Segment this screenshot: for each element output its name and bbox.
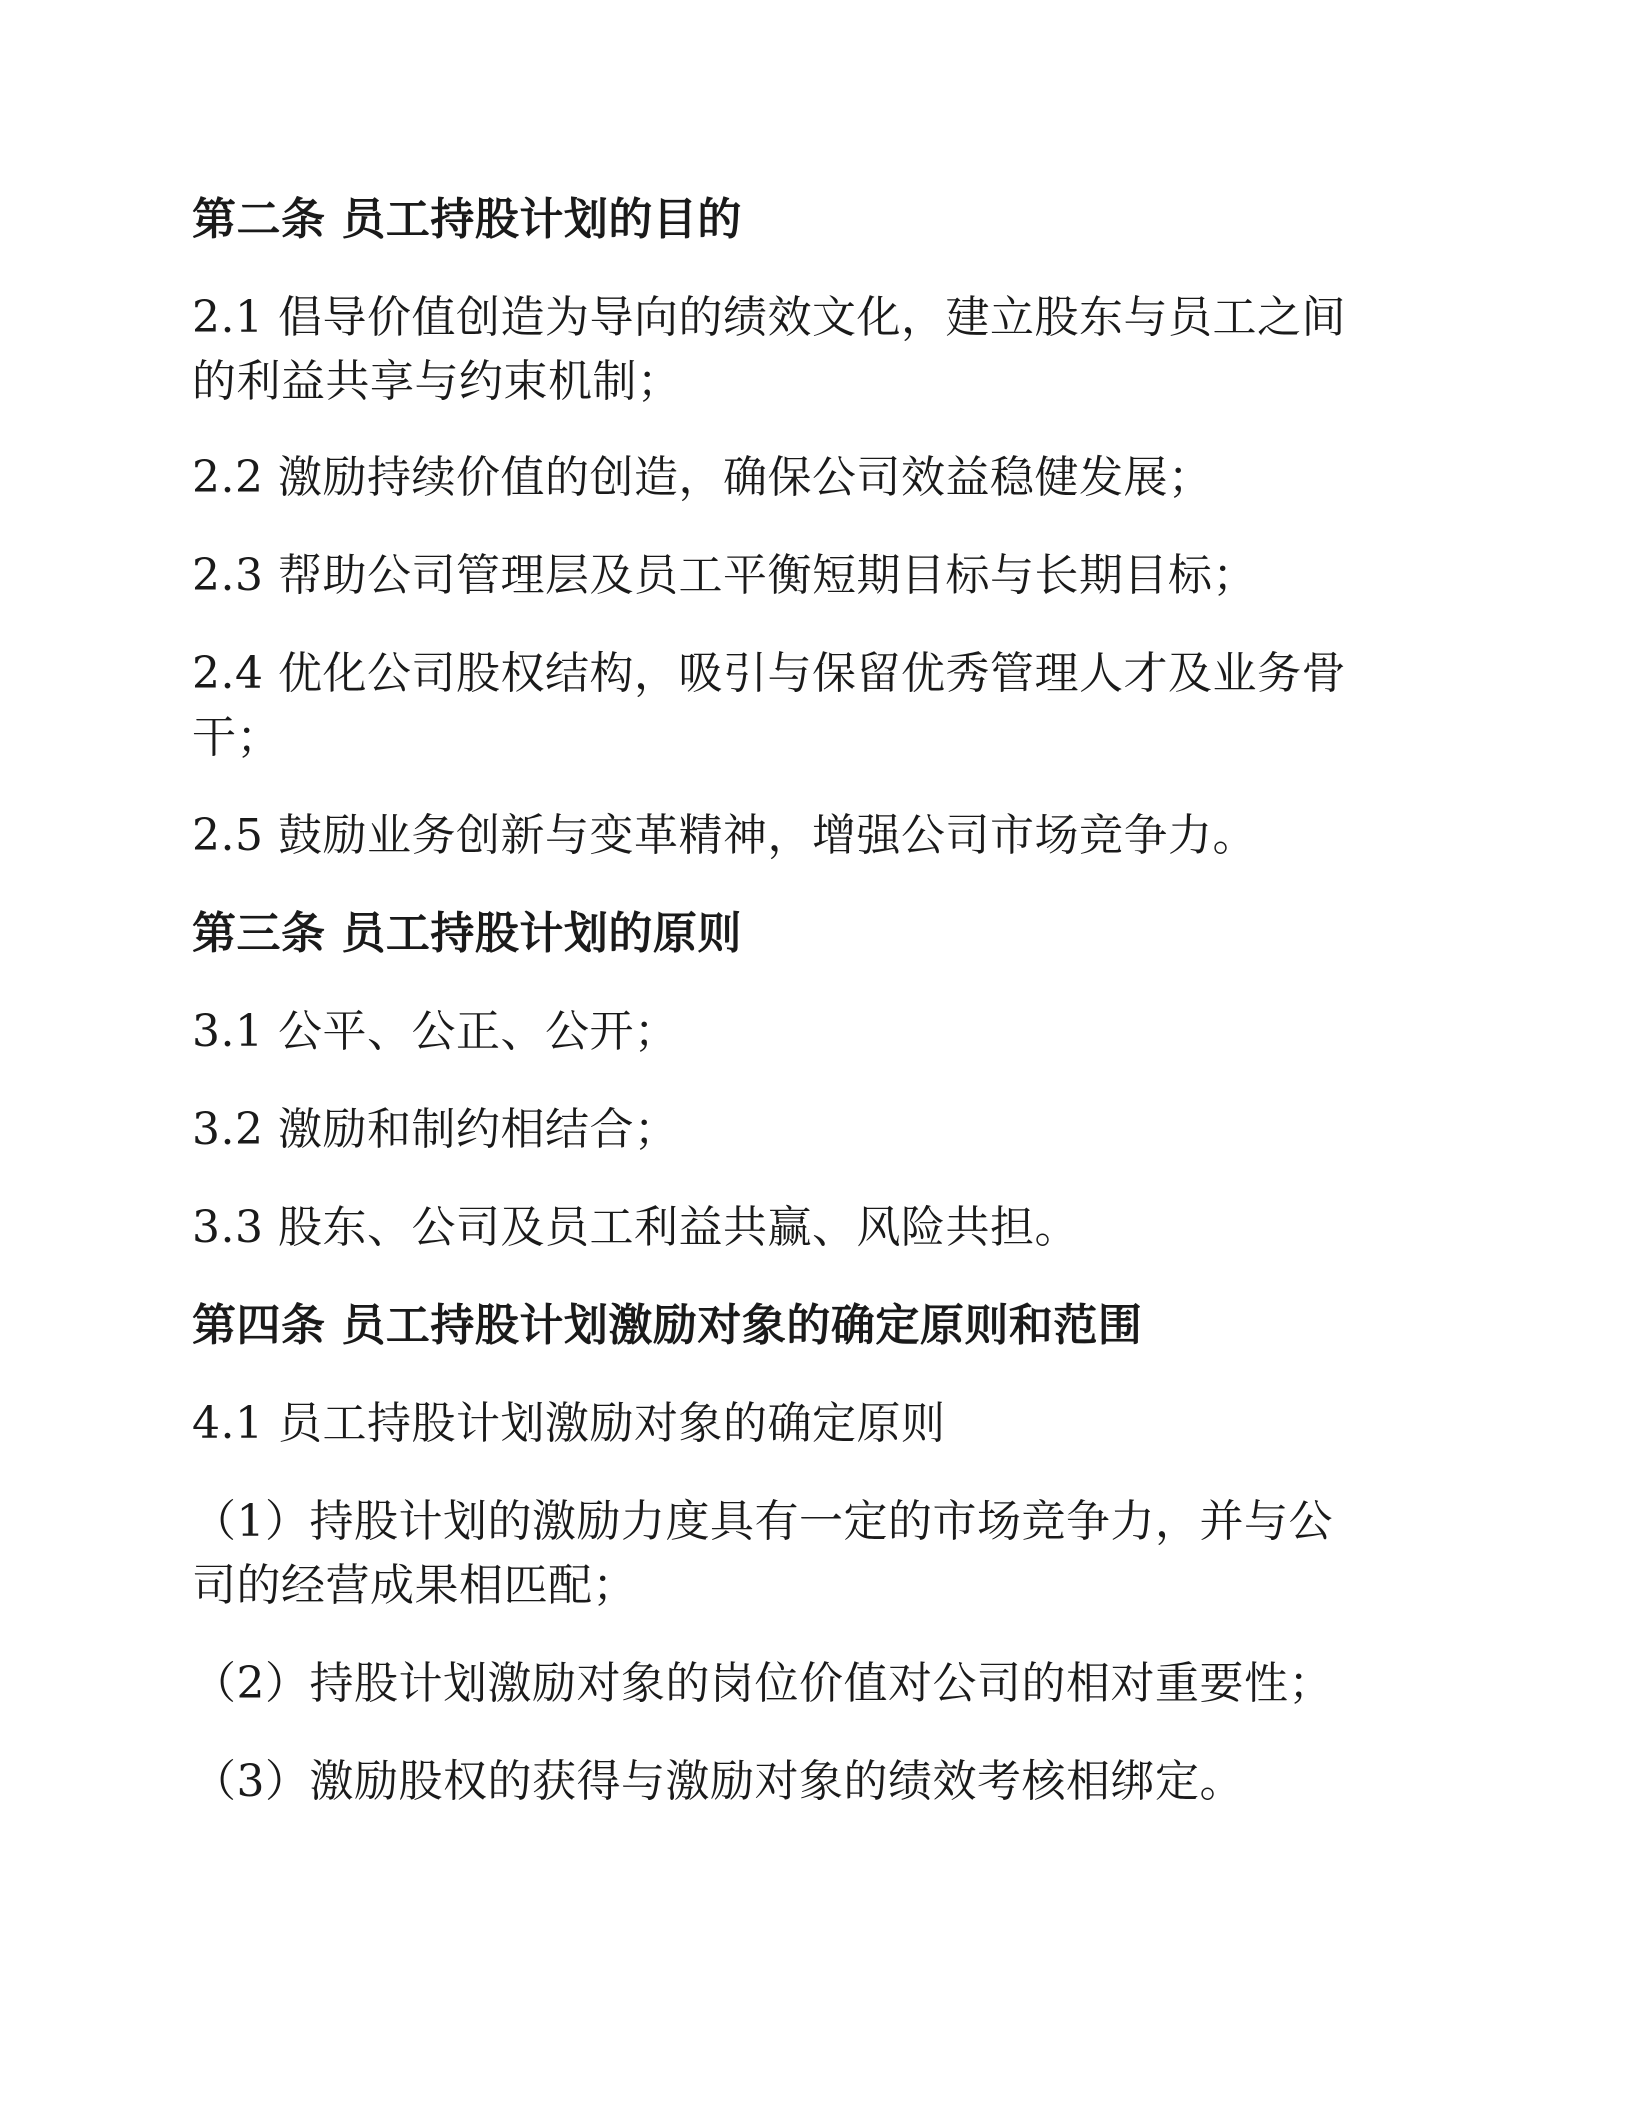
article-4-point-3: （3）激励股权的获得与激励对象的绩效考核相绑定。 — [192, 1756, 1244, 1807]
article-3-heading: 第三条 员工持股计划的原则 — [192, 908, 742, 959]
article-2-item-2-4-line-1: 2.4 优化公司股权结构，吸引与保留优秀管理人才及业务骨 — [192, 648, 1346, 699]
article-4-heading: 第四条 员工持股计划激励对象的确定原则和范围 — [192, 1300, 1143, 1351]
article-2-heading: 第二条 员工持股计划的目的 — [192, 194, 742, 245]
article-3-item-3-2: 3.2 激励和制约相结合； — [192, 1104, 679, 1155]
article-2-item-2-5: 2.5 鼓励业务创新与变革精神，增强公司市场竞争力。 — [192, 810, 1257, 861]
article-2-item-2-1-line-1: 2.1 倡导价值创造为导向的绩效文化，建立股东与员工之间 — [192, 292, 1346, 343]
article-4-item-4-1: 4.1 员工持股计划激励对象的确定原则 — [192, 1398, 946, 1449]
article-3-item-3-1: 3.1 公平、公正、公开； — [192, 1006, 679, 1057]
article-4-point-1-line-2: 司的经营成果相匹配； — [192, 1560, 637, 1611]
article-4-point-1-line-1: （1）持股计划的激励力度具有一定的市场竞争力，并与公 — [192, 1496, 1333, 1547]
article-4-point-2: （2）持股计划激励对象的岗位价值对公司的相对重要性； — [192, 1658, 1333, 1709]
article-2-item-2-4-line-2: 干； — [192, 712, 281, 763]
article-2-item-2-1-line-2: 的利益共享与约束机制； — [192, 356, 682, 407]
article-3-item-3-3: 3.3 股东、公司及员工利益共赢、风险共担。 — [192, 1202, 1079, 1253]
article-2-item-2-2: 2.2 激励持续价值的创造，确保公司效益稳健发展； — [192, 452, 1213, 503]
article-2-item-2-3: 2.3 帮助公司管理层及员工平衡短期目标与长期目标； — [192, 550, 1257, 601]
